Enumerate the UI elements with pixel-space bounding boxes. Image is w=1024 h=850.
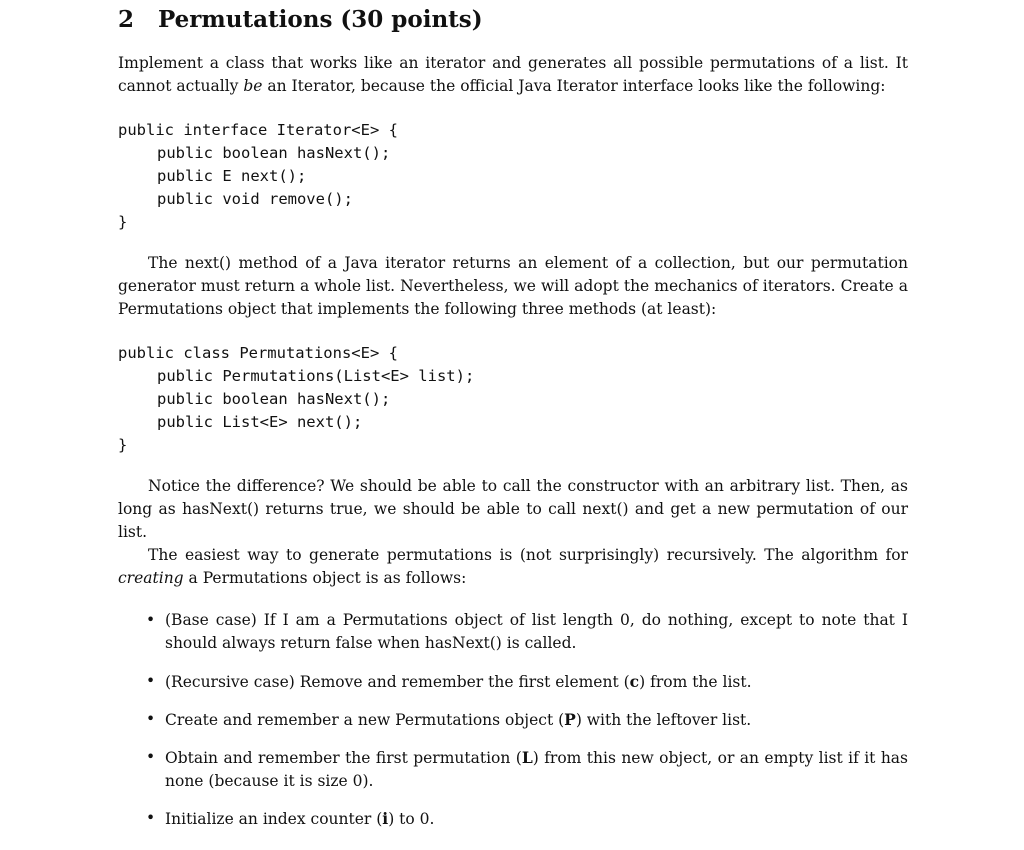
code-line: public class Permutations<E> { [118, 344, 398, 362]
list-item-text-before: (Recursive case) Remove and remember the first element ( [165, 673, 630, 691]
list-item-text-after: ) with the leftover list. [575, 711, 752, 729]
variable-label: L [521, 748, 533, 767]
easiest-text-before: The easiest way to generate permutations is (not surprisingly) recursively. The algorithm for [148, 546, 908, 564]
list-item-text-before: Obtain and remember the first permutation ( [165, 749, 522, 767]
list-item-text [165, 670, 908, 694]
easiest-text-after: a Permutations object is as follows: [183, 569, 467, 587]
iterator-code-block [118, 119, 398, 234]
section-heading [118, 4, 483, 36]
intro-text-before: Implement a class that works like an iterator and generates all possible permutations of a list. It cannot actually [118, 54, 908, 95]
list-item-text-after: ) from this new object, or an empty list if it has none (because it is size 0). [165, 749, 908, 790]
bullet-icon: • [146, 710, 156, 728]
list-item-text: (Base case) If I am a Permutations object of list length 0, do nothing, except to note that I should always return false when hasNext() is called. [165, 611, 908, 652]
next-method-paragraph [118, 252, 908, 321]
variable-label: c [629, 672, 640, 691]
notice-text: Notice the difference? We should be able to call the constructor with an arbitrary list. Then, as long as hasNext() returns true, we should be able to call next() and get a new permutation of our list. [118, 477, 908, 541]
list-item-text-after: ) from the list. [639, 673, 752, 691]
list-item-text-after: ) to 0. [388, 810, 435, 828]
list-item-text [165, 807, 908, 831]
code-line: public interface Iterator<E> { [118, 121, 398, 139]
variable-label: P [564, 710, 576, 729]
section-title: Permutations (30 points) [158, 6, 483, 33]
code-line: } [118, 213, 128, 231]
code-line-text: public Permutations(List<E> list); [157, 367, 475, 385]
code-line-text: public void remove(); [157, 190, 353, 208]
easiest-paragraph [118, 544, 908, 590]
code-line [118, 165, 398, 188]
code-line-text: public List<E> next(); [157, 413, 363, 431]
notice-paragraph [118, 475, 908, 544]
intro-emphasis: be [243, 77, 263, 95]
code-line [118, 388, 474, 411]
intro-paragraph [118, 52, 908, 98]
next-method-text: The next() method of a Java iterator returns an element of a collection, but our permutation generator must return a whole list. Nevertheless, we will adopt the mechanics of iterators. Create a Permutations object that implements the following three methods (at least): [118, 254, 908, 318]
permutations-code-block [118, 342, 474, 457]
bullet-icon: • [146, 748, 156, 766]
list-item [118, 708, 908, 732]
code-line [118, 411, 474, 434]
list-item-text-before: Create and remember a new Permutations object ( [165, 711, 565, 729]
code-line: } [118, 436, 128, 454]
list-item-text [165, 708, 908, 732]
bullet-icon: • [146, 809, 156, 827]
list-item-text-before: Initialize an index counter ( [165, 810, 383, 828]
list-item [118, 609, 908, 655]
bullet-icon: • [146, 672, 156, 690]
bullet-icon: • [146, 611, 156, 629]
code-line-text: public boolean hasNext(); [157, 390, 391, 408]
code-line [118, 142, 398, 165]
easiest-emphasis: creating [118, 569, 184, 587]
section-number: 2 [118, 6, 135, 33]
variable-label: i [382, 809, 389, 828]
list-item [118, 807, 908, 831]
code-line-text: public E next(); [157, 167, 307, 185]
list-item [118, 746, 908, 793]
list-item-text [165, 746, 908, 793]
code-line-text: public boolean hasNext(); [157, 144, 391, 162]
list-item [118, 670, 908, 694]
intro-text-after: an Iterator, because the official Java Iterator interface looks like the following: [262, 77, 886, 95]
code-line [118, 188, 398, 211]
code-line [118, 365, 474, 388]
